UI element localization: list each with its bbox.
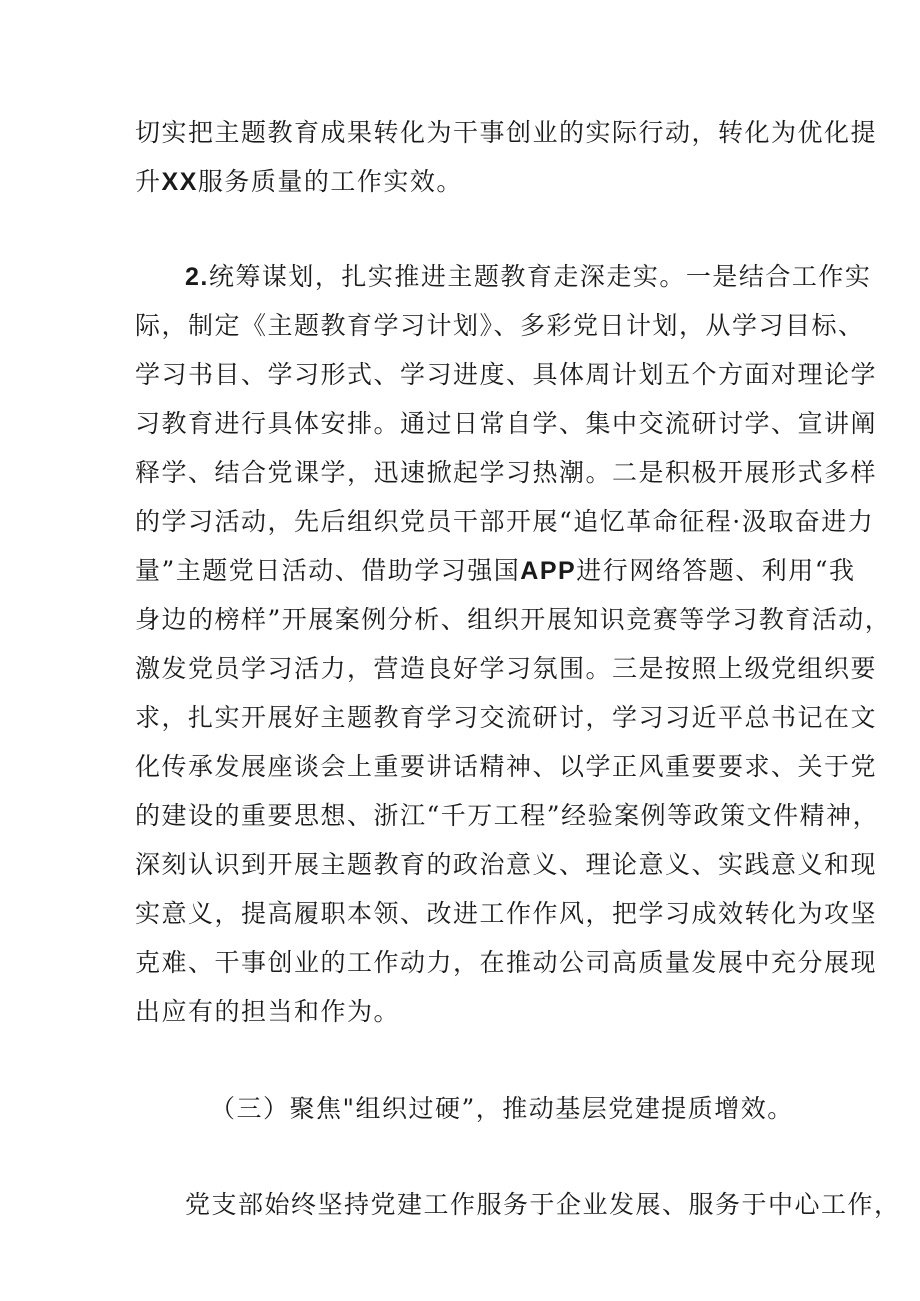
paragraph-2-line-16: 出应有的担当和作为。 xyxy=(135,997,401,1026)
paragraph-2-line-4: 习教育进行具体安排。通过日常自学、集中交流研讨学、宣讲阐 xyxy=(135,409,878,438)
paragraph-2-line-15: 克难、干事创业的工作动力，在推动公司高质量发展中充分展现 xyxy=(135,948,878,977)
section-heading-3: （三）聚焦"组织过硬”，推动基层党建提质增效。 xyxy=(210,1094,794,1123)
paragraph-2-line-12: 的建设的重要思想、浙江“千万工程”经验案例等政策文件精神， xyxy=(135,801,880,830)
paragraph-2-line-10: 求，扎实开展好主题教育学习交流研讨，学习习近平总书记在文 xyxy=(135,703,878,732)
paragraph-3-line-1: 党支部始终坚持党建工作服务于企业发展、服务于中心工作， xyxy=(185,1190,901,1219)
paragraph-2-line-5: 释学、结合党课学，迅速掀起学习热潮。二是积极开展形式多样 xyxy=(135,458,878,487)
paragraph-2-line-7: 量”主题党日活动、借助学习强国APP进行网络答题、利用“我 xyxy=(135,556,856,585)
paragraph-2-line-14: 实意义，提高履职本领、改进工作作风，把学习成效转化为攻坚 xyxy=(135,899,878,928)
paragraph-2-line-3: 学习书目、学习形式、学习进度、具体周计划五个方面对理论学 xyxy=(135,360,878,389)
paragraph-2-line-6: 的学习活动，先后组织党员干部开展“追忆革命征程·汲取奋进力 xyxy=(135,507,875,536)
paragraph-2-line-1: 2.统筹谋划，扎实推进主题教育走深走实。一是结合工作实 xyxy=(185,262,872,291)
paragraph-2-line-11: 化传承发展座谈会上重要讲话精神、以学正风重要要求、关于党 xyxy=(135,752,878,781)
paragraph-1-line-1: 切实把主题教育成果转化为干事创业的实际行动，转化为优化提 xyxy=(135,118,878,147)
paragraph-1-line-2: 升XX服务质量的工作实效。 xyxy=(135,167,463,196)
paragraph-2-line-13: 深刻认识到开展主题教育的政治意义、理论意义、实践意义和现 xyxy=(135,850,878,879)
paragraph-2-line-2: 际，制定《主题教育学习计划》、多彩党日计划，从学习目标、 xyxy=(135,311,865,340)
paragraph-2-line-9: 激发党员学习活力，营造良好学习氛围。三是按照上级党组织要 xyxy=(135,654,878,683)
paragraph-2-line-8: 身边的榜样”开展案例分析、组织开展知识竞赛等学习教育活动， xyxy=(135,605,892,634)
